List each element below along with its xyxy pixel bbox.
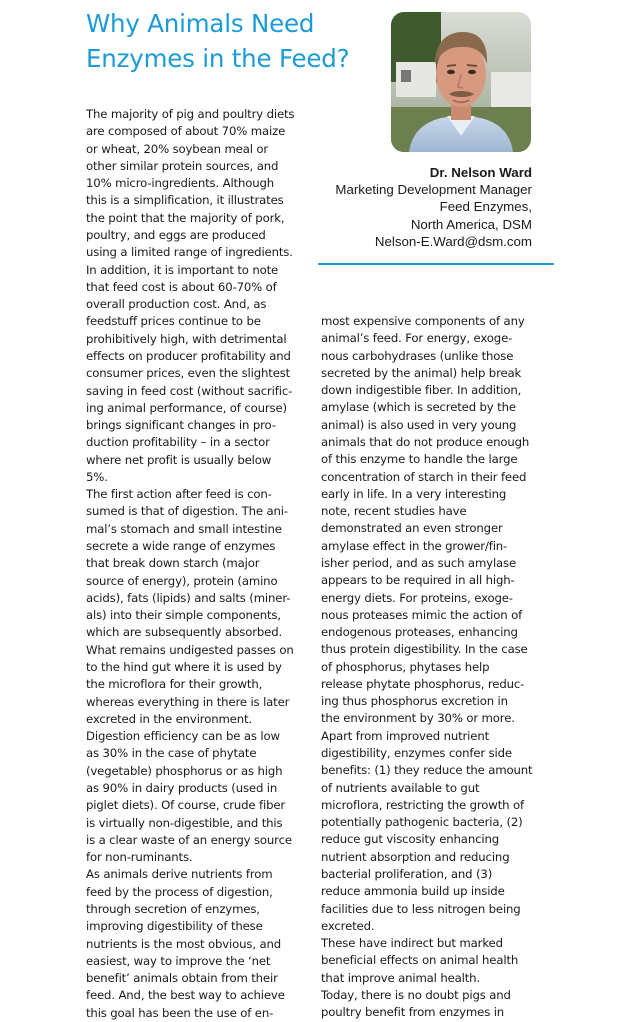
text-line: In addition, it is important to note — [86, 262, 279, 277]
text-line: concentration of starch in their feed — [321, 469, 527, 484]
text-line: excreted in the environment. — [86, 711, 252, 726]
text-line: endogenous proteases, enhancing — [321, 625, 518, 640]
text-line: isher period, and as such amylase — [321, 555, 517, 570]
text-line: These have indirect but marked — [321, 936, 503, 951]
text-line: Apart from improved nutrient — [321, 728, 490, 743]
text-line: through secretion of enzymes, — [86, 901, 260, 916]
text-line: easiest, way to improve the ‘net — [86, 953, 271, 968]
author-role-line: Marketing Development Manager — [335, 182, 532, 198]
text-line: or wheat, 20% soybean meal or — [86, 141, 269, 156]
text-line: animal) is also used in very young — [321, 417, 517, 432]
text-line: beneficial effects on animal health — [321, 953, 519, 968]
text-line: other similar protein sources, and — [86, 158, 279, 173]
text-line: release phytate phosphorus, reduc- — [321, 676, 525, 691]
text-line: What remains undigested passes on — [86, 642, 294, 657]
text-line: source of energy), protein (amino — [86, 573, 278, 588]
text-line: 5%. — [86, 469, 108, 484]
text-line: overall production cost. And, as — [86, 297, 267, 312]
text-line: digestibility, enzymes confer side — [321, 746, 512, 761]
text-line: nutrients is the most obvious, and — [86, 936, 282, 951]
author-email: Nelson-E.Ward@dsm.com — [374, 233, 532, 249]
text-line: potentially pathogenic bacteria, (2) — [321, 815, 523, 830]
text-line: duction profitability – in a sector — [86, 435, 270, 450]
text-line: is virtually non-digestible, and this — [86, 815, 283, 830]
text-line: prohibitively high, with detrimental — [86, 331, 287, 346]
text-line: mal’s stomach and small intestine — [86, 521, 282, 536]
text-line: 10% micro-ingredients. Although — [86, 176, 275, 191]
article-column-right — [321, 313, 551, 1022]
text-line: nutrient absorption and reducing — [321, 849, 510, 864]
text-line: brings significant changes in pro- — [86, 418, 276, 433]
text-line: secrete a wide range of enzymes — [86, 539, 276, 554]
text-line: note, recent studies have — [321, 504, 467, 519]
author-info — [300, 164, 532, 250]
text-line: animals that do not produce enough — [321, 434, 530, 449]
text-line: nous carbohydrases (unlike those — [321, 348, 514, 363]
text-line: for non-ruminants. — [86, 850, 193, 865]
text-line: of nutrients available to gut — [321, 780, 480, 795]
text-line: the microflora for their growth, — [86, 677, 263, 692]
text-line: as 30% in the case of phytate — [86, 746, 257, 761]
text-line: thus protein digestibility. In the case — [321, 642, 528, 657]
text-line: microflora, restricting the growth of — [321, 797, 524, 812]
text-line: acids), fats (lipids) and salts (miner- — [86, 590, 291, 605]
text-line: improving digestibility of these — [86, 919, 263, 934]
text-line: ing animal performance, of course) — [86, 400, 287, 415]
text-line: piglet diets). Of course, crude fiber — [86, 798, 286, 813]
text-line: bacterial proliferation, and (3) — [321, 867, 493, 881]
author-portrait-image — [391, 12, 531, 152]
text-line: animal’s feed. For energy, exoge- — [321, 331, 513, 346]
title-line: Why Animals Need — [86, 9, 315, 38]
text-line: to the hind gut where it is used by — [86, 660, 282, 674]
text-line: feed. And, the best way to achieve — [86, 988, 285, 1003]
text-line: as 90% in dairy products (used in — [86, 780, 278, 795]
text-line: sumed is that of digestion. The ani- — [86, 504, 288, 519]
text-line: benefits: (1) they reduce the amount — [321, 763, 533, 778]
text-line: that improve animal health. — [321, 970, 481, 985]
text-line: this goal has been the use of en- — [86, 1005, 274, 1020]
text-line: whereas everything in there is later — [86, 694, 290, 709]
text-line: effects on producer profitability and — [86, 348, 291, 363]
text-line: early in life. In a very interesting — [321, 486, 507, 501]
text-line: are composed of about 70% maize — [86, 124, 286, 139]
text-line: this is a simplification, it illustrates — [86, 193, 284, 208]
text-line: demonstrated an even stronger — [321, 521, 503, 536]
text-line: of phosphorus, phytases help — [321, 659, 490, 674]
author-divider — [318, 263, 554, 265]
text-line: the point that the majority of pork, — [86, 210, 285, 225]
text-line: facilities due to less nitrogen being — [321, 901, 521, 916]
author-role-line: Feed Enzymes, — [439, 199, 532, 215]
text-line: feedstuff prices continue to be — [86, 314, 261, 329]
text-line: energy diets. For proteins, exoge- — [321, 590, 513, 605]
text-line: als) into their simple components, — [86, 608, 281, 623]
text-line: secreted by the animal) help break — [321, 365, 522, 380]
author-name: Dr. Nelson Ward — [429, 165, 532, 180]
text-line: which are subsequently absorbed. — [86, 625, 283, 640]
author-role-line: North America, DSM — [410, 216, 532, 232]
text-line: benefit’ animals obtain from their — [86, 971, 278, 986]
text-line: (vegetable) phosphorus or as high — [86, 763, 283, 778]
text-line: The majority of pig and poultry diets — [86, 107, 295, 121]
text-line: most expensive components of any — [321, 314, 525, 328]
article-title — [86, 6, 386, 76]
title-line: Enzymes in the Feed? — [86, 44, 350, 73]
text-line: poultry benefit from enzymes in — [321, 1005, 505, 1020]
text-line: ing thus phosphorus excretion in — [321, 694, 508, 709]
text-line: amylase effect in the grower/fin- — [321, 538, 508, 553]
text-line: nous proteases mimic the action of — [321, 607, 523, 622]
text-line: Digestion efficiency can be as low — [86, 729, 280, 744]
text-line: that break down starch (major — [86, 556, 260, 571]
text-line: poultry, and eggs are produced — [86, 227, 266, 242]
author-photo — [391, 12, 531, 152]
text-line: excreted. — [321, 918, 375, 933]
text-line: feed by the process of digestion, — [86, 884, 273, 899]
text-line: appears to be required in all high- — [321, 573, 515, 588]
text-line: is a clear waste of an energy source — [86, 832, 292, 847]
text-line: down indigestible fiber. In addition, — [321, 383, 522, 398]
text-line: of this enzyme to handle the large — [321, 452, 518, 467]
text-line: As animals derive nutrients from — [86, 867, 273, 882]
text-line: saving in feed cost (without sacrific- — [86, 383, 293, 398]
text-line: The first action after feed is con- — [86, 487, 272, 502]
text-line: reduce gut viscosity enhancing — [321, 832, 499, 847]
text-line: where net profit is usually below — [86, 452, 272, 467]
text-line: the environment by 30% or more. — [321, 711, 515, 726]
text-line: Today, there is no doubt pigs and — [321, 987, 511, 1002]
text-line: that feed cost is about 60-70% of — [86, 279, 277, 294]
text-line: amylase (which is secreted by the — [321, 400, 516, 415]
article-column-left — [86, 106, 316, 1022]
text-line: consumer prices, even the slightest — [86, 366, 291, 381]
text-line: using a limited range of ingredients. — [86, 245, 293, 260]
text-line: reduce ammonia build up inside — [321, 884, 505, 899]
